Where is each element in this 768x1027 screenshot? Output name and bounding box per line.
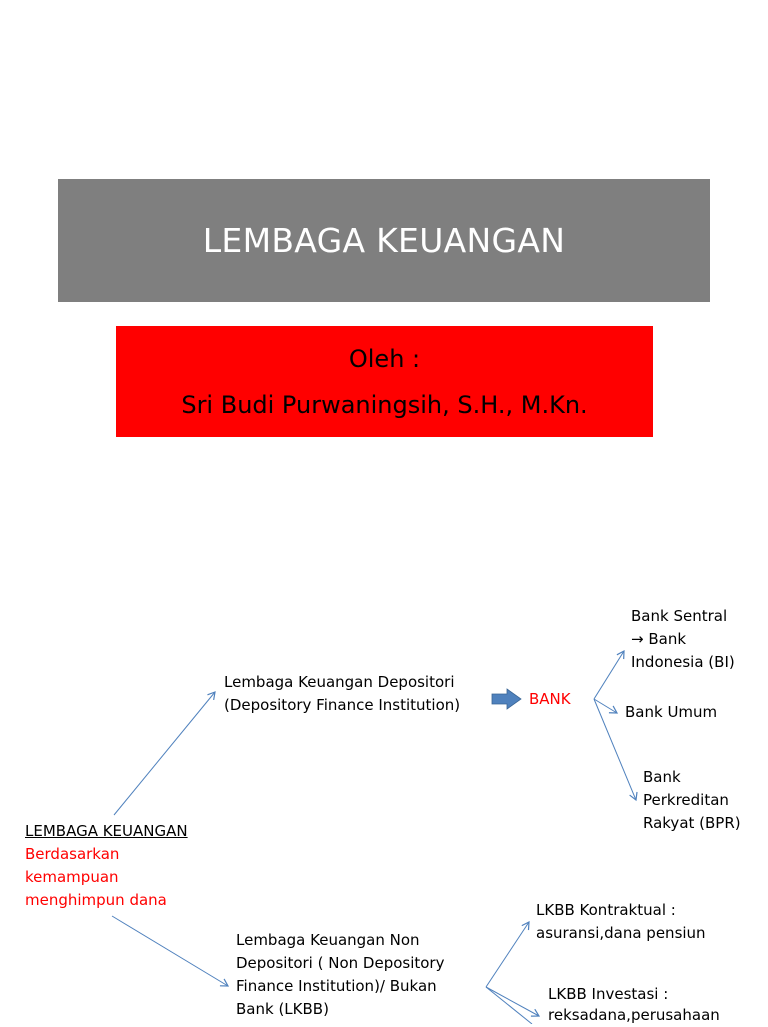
depository-line-2: (Depository Finance Institution) (224, 696, 461, 714)
bank-central-line-3: Indonesia (BI) (631, 653, 735, 671)
root-title: LEMBAGA KEUANGAN (25, 822, 188, 840)
bank-central-line-2: → Bank (631, 630, 687, 648)
lkbb-contractual-line-2: asuransi,dana pensiun (536, 924, 706, 942)
bank-label: BANK (529, 690, 571, 708)
connector-root-to-non-depository (112, 916, 228, 986)
root-subtitle-line-2: kemampuan (25, 868, 119, 886)
bank-general: Bank Umum (625, 703, 718, 721)
block-arrow-to-bank (492, 689, 521, 709)
non-depository-line-2: Depositori ( Non Depository (236, 954, 445, 972)
root-subtitle-line-3: menghimpun dana (25, 891, 167, 909)
lkbb-contractual-line-1: LKBB Kontraktual : (536, 901, 676, 919)
non-depository-line-1: Lembaga Keuangan Non (236, 931, 420, 949)
bank-central-line-1: Bank Sentral (631, 607, 728, 625)
lkbb-investment-line-1: LKBB Investasi : (548, 985, 669, 1003)
root-subtitle-line-1: Berdasarkan (25, 845, 120, 863)
author-name: Sri Budi Purwaningsih, S.H., M.Kn. (181, 390, 588, 419)
bank-bpr-line-1: Bank (643, 768, 681, 786)
bank-bpr-line-3: Rakyat (BPR) (643, 814, 741, 832)
bank-bpr-line-2: Perkreditan (643, 791, 729, 809)
non-depository-line-4: Bank (LKBB) (236, 1000, 329, 1018)
connector-lkbb-to-investment (486, 987, 539, 1016)
slide-title: LEMBAGA KEUANGAN (202, 221, 566, 260)
connector-lkbb-to-lower (486, 987, 532, 1024)
depository-line-1: Lembaga Keuangan Depositori (224, 673, 455, 691)
lkbb-investment-line-2: reksadana,perusahaan (548, 1006, 720, 1024)
connector-lkbb-to-contractual (486, 922, 529, 987)
connector-root-to-depository (114, 692, 215, 815)
connector-bank-to-central (594, 651, 624, 699)
non-depository-line-3: Finance Institution)/ Bukan (236, 977, 437, 995)
author-label: Oleh : (348, 344, 421, 373)
